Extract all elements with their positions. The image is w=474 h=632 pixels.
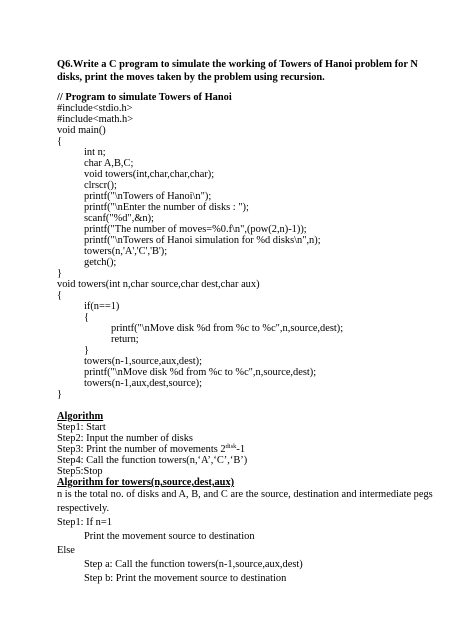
algorithm-step: Step4: Call the function towers(n,‘A’,‘C’,‘B’) <box>57 455 248 466</box>
algorithm-step-3 <box>57 444 245 455</box>
step3-suffix: -1 <box>236 444 246 455</box>
code-line: printf("\nMove disk %d from %c to %c",n,source,dest); <box>84 367 317 378</box>
code-line: { <box>84 312 89 323</box>
code-line: int n; <box>84 147 106 158</box>
program-heading: // Program to simulate Towers of Hanoi <box>57 92 232 103</box>
algorithm-step: Step5:Stop <box>57 466 103 477</box>
code-line: char A,B,C; <box>84 158 134 169</box>
code-line: scanf("%d",&n); <box>84 213 154 224</box>
towers-step: Step b: Print the movement source to destination <box>84 573 287 584</box>
code-line: clrscr(); <box>84 180 117 191</box>
code-line: { <box>57 290 62 301</box>
code-line: printf("\nMove disk %d from %c to %c",n,source,dest); <box>111 323 344 334</box>
code-line: #include<math.h> <box>57 114 134 125</box>
towers-else: Else <box>57 545 75 556</box>
code-line: printf("\nTowers of Hanoi simulation for %d disks\n",n); <box>84 235 321 246</box>
code-line: } <box>57 389 62 400</box>
towers-step: Print the movement source to destination <box>84 531 255 542</box>
code-line: printf("\nTowers of Hanoi\n"); <box>84 191 212 202</box>
algorithm-step: Step1: Start <box>57 422 106 433</box>
algorithm-step: Step2: Input the number of disks <box>57 433 193 444</box>
code-line: { <box>57 136 62 147</box>
step3-superscript: disk <box>225 443 237 450</box>
code-line: } <box>84 345 89 356</box>
code-line: printf("\nEnter the number of disks : "); <box>84 202 249 213</box>
code-line: if(n==1) <box>84 301 120 312</box>
towers-step: Step1: If n=1 <box>57 517 112 528</box>
code-line: towers(n-1,aux,dest,source); <box>84 378 203 389</box>
step3-prefix: Step3: Print the number of movements 2 <box>57 444 226 455</box>
code-line: } <box>57 268 62 279</box>
towers-description: n is the total no. of disks and A, B, and C are the source, destination and intermediate pegs <box>57 489 433 500</box>
towers-description: respectively. <box>57 503 110 514</box>
code-line: printf("The number of moves=%0.f\n",(pow(2,n)-1)); <box>84 224 307 235</box>
code-line: towers(n,'A','C','B'); <box>84 246 168 257</box>
code-line: void main() <box>57 125 106 136</box>
code-line: void towers(int n,char source,char dest,char aux) <box>57 279 260 290</box>
code-line: getch(); <box>84 257 117 268</box>
question-heading: Q6.Write a C program to simulate the working of Towers of Hanoi problem for N disks, print the moves taken by the problem using recursion. <box>57 59 418 83</box>
code-line: void towers(int,char,char,char); <box>84 169 215 180</box>
towers-step: Step a: Call the function towers(n-1,source,aux,dest) <box>84 559 303 570</box>
algorithm-heading: Algorithm <box>57 411 104 422</box>
towers-algorithm-heading: Algorithm for towers(n,source,dest,aux) <box>57 477 235 488</box>
code-line: towers(n-1,source,aux,dest); <box>84 356 203 367</box>
code-line: #include<stdio.h> <box>57 103 133 114</box>
code-line: return; <box>111 334 139 345</box>
